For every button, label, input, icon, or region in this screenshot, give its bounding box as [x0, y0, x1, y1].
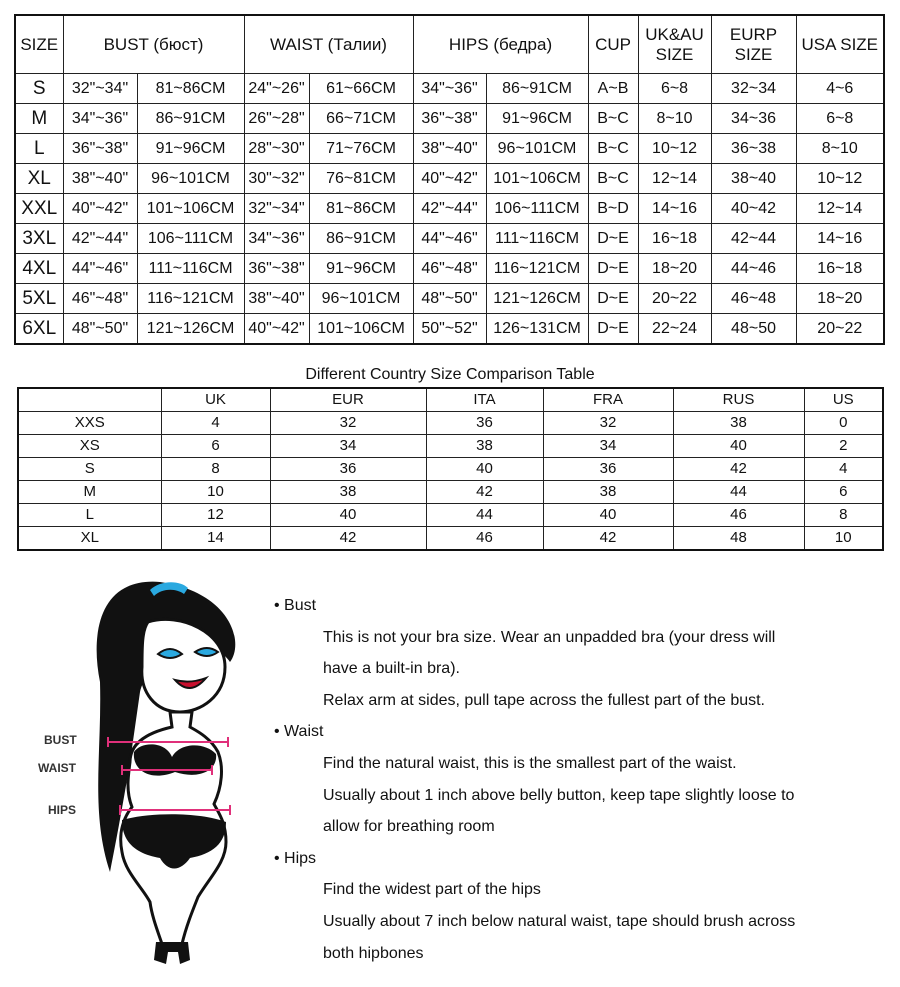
waist-line-1: Find the natural waist, this is the smallest part of the waist. [323, 754, 737, 772]
size-chart-cell-uk-au: 14~16 [638, 194, 711, 224]
header-usa-size: USA SIZE [796, 15, 884, 74]
comparison-header-row [18, 388, 883, 412]
comparison-cell: 38 [426, 435, 543, 458]
comparison-row [18, 527, 883, 551]
comparison-cell: 0 [804, 412, 883, 435]
measurement-figure-illustration [30, 572, 270, 972]
header-cup: CUP [588, 15, 638, 74]
size-chart-cell-eurp: 32~34 [711, 74, 796, 104]
size-chart-cell-waist-cm: 71~76CM [309, 134, 413, 164]
comparison-cell: 42 [270, 527, 426, 551]
size-chart-cell-eurp: 38~40 [711, 164, 796, 194]
comparison-cell: 10 [161, 481, 270, 504]
size-chart-cell-hips-cm: 116~121CM [486, 254, 588, 284]
figure-label-bust: BUST [44, 733, 77, 747]
bust-line-2: have a built-in bra). [323, 660, 460, 678]
comparison-table [17, 387, 884, 551]
comparison-table-title: Different Country Size Comparison Table [305, 366, 595, 383]
size-chart-cell-hips-in: 44"~46" [413, 224, 486, 254]
comparison-header-cell: EUR [270, 388, 426, 412]
size-chart-cell-hips-cm: 96~101CM [486, 134, 588, 164]
size-chart-cell-size: S [15, 74, 63, 104]
size-chart-cell-usa: 18~20 [796, 284, 884, 314]
size-chart-cell-bust-cm: 111~116CM [137, 254, 244, 284]
size-chart-cell-waist-cm: 101~106CM [309, 314, 413, 345]
comparison-cell: 36 [270, 458, 426, 481]
size-chart-cell-waist-cm: 61~66CM [309, 74, 413, 104]
size-chart-cell-bust-in: 32"~34" [63, 74, 137, 104]
size-chart-cell-eurp: 46~48 [711, 284, 796, 314]
size-chart-cell-uk-au: 12~14 [638, 164, 711, 194]
size-chart-cell-hips-in: 34"~36" [413, 74, 486, 104]
comparison-size-label: XXS [18, 412, 161, 435]
size-chart-cell-uk-au: 22~24 [638, 314, 711, 345]
size-chart-cell-waist-cm: 76~81CM [309, 164, 413, 194]
size-chart-cell-bust-in: 34"~36" [63, 104, 137, 134]
size-chart-cell-usa: 12~14 [796, 194, 884, 224]
size-chart-cell-hips-in: 38"~40" [413, 134, 486, 164]
comparison-row [18, 435, 883, 458]
size-chart-cell-bust-cm: 121~126CM [137, 314, 244, 345]
size-chart-row [15, 134, 884, 164]
size-chart-cell-bust-cm: 81~86CM [137, 74, 244, 104]
size-chart-cell-cup: B~C [588, 164, 638, 194]
comparison-header-cell: RUS [673, 388, 804, 412]
comparison-cell: 40 [543, 504, 673, 527]
figure-label-hips: HIPS [48, 803, 77, 817]
size-chart-cell-eurp: 48~50 [711, 314, 796, 345]
measurement-instructions [274, 590, 884, 969]
comparison-cell: 32 [270, 412, 426, 435]
size-chart-cell-eurp: 42~44 [711, 224, 796, 254]
size-chart-cell-waist-in: 34"~36" [244, 224, 309, 254]
size-chart-cell-hips-in: 46"~48" [413, 254, 486, 284]
comparison-row [18, 481, 883, 504]
waist-line-2: Usually about 1 inch above belly button, keep tape slightly loose to [323, 786, 795, 804]
size-chart-row [15, 194, 884, 224]
size-chart-cell-usa: 20~22 [796, 314, 884, 345]
hips-line-2: Usually about 7 inch below natural waist, tape should brush across [323, 912, 796, 930]
comparison-size-label: S [18, 458, 161, 481]
size-chart-cell-uk-au: 18~20 [638, 254, 711, 284]
comparison-cell: 44 [673, 481, 804, 504]
size-chart-cell-size: M [15, 104, 63, 134]
comparison-header-cell: ITA [426, 388, 543, 412]
comparison-size-label: XS [18, 435, 161, 458]
header-uk-au-size: UK&AU SIZE [638, 15, 711, 74]
size-chart-cell-size: 3XL [15, 224, 63, 254]
size-chart-header-row [15, 15, 884, 74]
comparison-size-label: L [18, 504, 161, 527]
comparison-cell: 48 [673, 527, 804, 551]
header-waist: WAIST (Талии) [244, 15, 413, 74]
size-chart-cell-bust-in: 36"~38" [63, 134, 137, 164]
size-chart-cell-bust-in: 38"~40" [63, 164, 137, 194]
comparison-cell: 10 [804, 527, 883, 551]
comparison-row [18, 458, 883, 481]
size-chart-cell-bust-cm: 116~121CM [137, 284, 244, 314]
size-chart-cell-size: 4XL [15, 254, 63, 284]
header-size: SIZE [15, 15, 63, 74]
size-chart-cell-waist-cm: 91~96CM [309, 254, 413, 284]
header-eurp-size: EURP SIZE [711, 15, 796, 74]
size-chart-cell-bust-cm: 101~106CM [137, 194, 244, 224]
size-chart-cell-cup: D~E [588, 284, 638, 314]
size-chart-cell-usa: 10~12 [796, 164, 884, 194]
size-chart-cell-hips-cm: 86~91CM [486, 74, 588, 104]
size-chart-cell-eurp: 34~36 [711, 104, 796, 134]
comparison-header-cell: UK [161, 388, 270, 412]
comparison-cell: 34 [270, 435, 426, 458]
size-chart-cell-hips-cm: 101~106CM [486, 164, 588, 194]
size-chart-cell-cup: D~E [588, 224, 638, 254]
comparison-cell: 44 [426, 504, 543, 527]
size-chart-cell-hips-in: 36"~38" [413, 104, 486, 134]
size-chart-cell-cup: D~E [588, 254, 638, 284]
size-chart-cell-waist-in: 26"~28" [244, 104, 309, 134]
size-chart-cell-bust-in: 44"~46" [63, 254, 137, 284]
size-chart-cell-eurp: 40~42 [711, 194, 796, 224]
size-chart-cell-bust-cm: 106~111CM [137, 224, 244, 254]
header-bust: BUST (бюст) [63, 15, 244, 74]
size-chart-cell-eurp: 44~46 [711, 254, 796, 284]
header-hips: HIPS (бедра) [413, 15, 588, 74]
comparison-cell: 8 [161, 458, 270, 481]
comparison-cell: 4 [804, 458, 883, 481]
comparison-cell: 40 [673, 435, 804, 458]
eye-left-icon [158, 649, 182, 658]
comparison-cell: 42 [543, 527, 673, 551]
figure-label-waist: WAIST [38, 761, 76, 775]
size-chart-cell-bust-in: 42"~44" [63, 224, 137, 254]
size-chart-cell-hips-cm: 121~126CM [486, 284, 588, 314]
comparison-cell: 36 [426, 412, 543, 435]
size-chart-cell-bust-cm: 91~96CM [137, 134, 244, 164]
size-chart-cell-usa: 4~6 [796, 74, 884, 104]
comparison-cell: 38 [270, 481, 426, 504]
comparison-cell: 46 [426, 527, 543, 551]
size-chart-cell-waist-in: 40"~42" [244, 314, 309, 345]
size-chart-cell-hips-cm: 91~96CM [486, 104, 588, 134]
size-chart-cell-eurp: 36~38 [711, 134, 796, 164]
size-chart-cell-hips-in: 48"~50" [413, 284, 486, 314]
size-chart-cell-cup: B~D [588, 194, 638, 224]
size-chart-cell-cup: B~C [588, 104, 638, 134]
comparison-cell: 34 [543, 435, 673, 458]
comparison-cell: 38 [543, 481, 673, 504]
size-chart-row [15, 74, 884, 104]
comparison-cell: 36 [543, 458, 673, 481]
size-chart-cell-uk-au: 20~22 [638, 284, 711, 314]
hips-line-3: both hipbones [323, 944, 424, 962]
size-chart-cell-size: 6XL [15, 314, 63, 345]
comparison-row [18, 412, 883, 435]
size-chart-cell-waist-cm: 96~101CM [309, 284, 413, 314]
size-chart-cell-size: L [15, 134, 63, 164]
size-chart-row [15, 314, 884, 345]
size-chart-cell-waist-cm: 86~91CM [309, 224, 413, 254]
size-chart-cell-size: 5XL [15, 284, 63, 314]
size-chart-cell-hips-in: 50"~52" [413, 314, 486, 345]
size-chart-cell-hips-cm: 106~111CM [486, 194, 588, 224]
comparison-header-cell: FRA [543, 388, 673, 412]
size-chart-cell-hips-in: 42"~44" [413, 194, 486, 224]
size-chart-cell-uk-au: 10~12 [638, 134, 711, 164]
size-chart-cell-waist-in: 36"~38" [244, 254, 309, 284]
size-chart-row [15, 254, 884, 284]
comparison-cell: 42 [673, 458, 804, 481]
comparison-cell: 38 [673, 412, 804, 435]
comparison-cell: 14 [161, 527, 270, 551]
size-chart-row [15, 104, 884, 134]
comparison-cell: 46 [673, 504, 804, 527]
comparison-cell: 6 [804, 481, 883, 504]
size-chart-body [15, 74, 884, 345]
bust-line-1: This is not your bra size. Wear an unpadded bra (your dress will [323, 628, 776, 646]
size-chart-cell-cup: D~E [588, 314, 638, 345]
comparison-header-cell: US [804, 388, 883, 412]
comparison-cell: 40 [270, 504, 426, 527]
size-chart-table [14, 14, 885, 345]
size-chart-cell-waist-in: 24"~26" [244, 74, 309, 104]
bust-heading: • Bust [274, 597, 317, 614]
size-chart-cell-waist-cm: 66~71CM [309, 104, 413, 134]
size-chart-cell-size: XL [15, 164, 63, 194]
shoes-shape [154, 942, 190, 964]
size-chart-cell-waist-in: 32"~34" [244, 194, 309, 224]
waist-line-3: allow for breathing room [323, 818, 495, 836]
comparison-cell: 2 [804, 435, 883, 458]
comparison-size-label: XL [18, 527, 161, 551]
comparison-cell: 32 [543, 412, 673, 435]
comparison-cell: 8 [804, 504, 883, 527]
size-chart-row [15, 164, 884, 194]
eye-right-icon [195, 648, 218, 656]
size-chart-cell-uk-au: 16~18 [638, 224, 711, 254]
size-chart-cell-bust-in: 48"~50" [63, 314, 137, 345]
size-chart-cell-bust-in: 40"~42" [63, 194, 137, 224]
size-chart-cell-size: XXL [15, 194, 63, 224]
comparison-row [18, 504, 883, 527]
size-chart-row [15, 224, 884, 254]
size-chart-cell-usa: 6~8 [796, 104, 884, 134]
size-chart-cell-bust-in: 46"~48" [63, 284, 137, 314]
comparison-body [18, 412, 883, 551]
size-chart-cell-cup: A~B [588, 74, 638, 104]
bust-line-3: Relax arm at sides, pull tape across the fullest part of the bust. [323, 691, 765, 709]
comparison-cell: 12 [161, 504, 270, 527]
size-chart-cell-cup: B~C [588, 134, 638, 164]
comparison-cell: 40 [426, 458, 543, 481]
size-chart-cell-hips-cm: 126~131CM [486, 314, 588, 345]
comparison-header-cell [18, 388, 161, 412]
size-chart-cell-hips-cm: 111~116CM [486, 224, 588, 254]
size-chart-cell-usa: 16~18 [796, 254, 884, 284]
size-chart-cell-usa: 8~10 [796, 134, 884, 164]
size-chart-cell-waist-in: 28"~30" [244, 134, 309, 164]
size-chart-cell-waist-cm: 81~86CM [309, 194, 413, 224]
size-chart-cell-waist-in: 38"~40" [244, 284, 309, 314]
comparison-cell: 4 [161, 412, 270, 435]
comparison-size-label: M [18, 481, 161, 504]
size-chart-cell-uk-au: 8~10 [638, 104, 711, 134]
comparison-cell: 6 [161, 435, 270, 458]
size-chart-cell-bust-cm: 96~101CM [137, 164, 244, 194]
hips-line-1: Find the widest part of the hips [323, 881, 541, 899]
size-chart-cell-waist-in: 30"~32" [244, 164, 309, 194]
size-chart-cell-usa: 14~16 [796, 224, 884, 254]
size-chart-cell-hips-in: 40"~42" [413, 164, 486, 194]
hips-heading: • Hips [274, 849, 317, 867]
waist-heading: • Waist [274, 723, 324, 741]
comparison-cell: 42 [426, 481, 543, 504]
size-chart-row [15, 284, 884, 314]
size-chart-cell-bust-cm: 86~91CM [137, 104, 244, 134]
size-chart-cell-uk-au: 6~8 [638, 74, 711, 104]
